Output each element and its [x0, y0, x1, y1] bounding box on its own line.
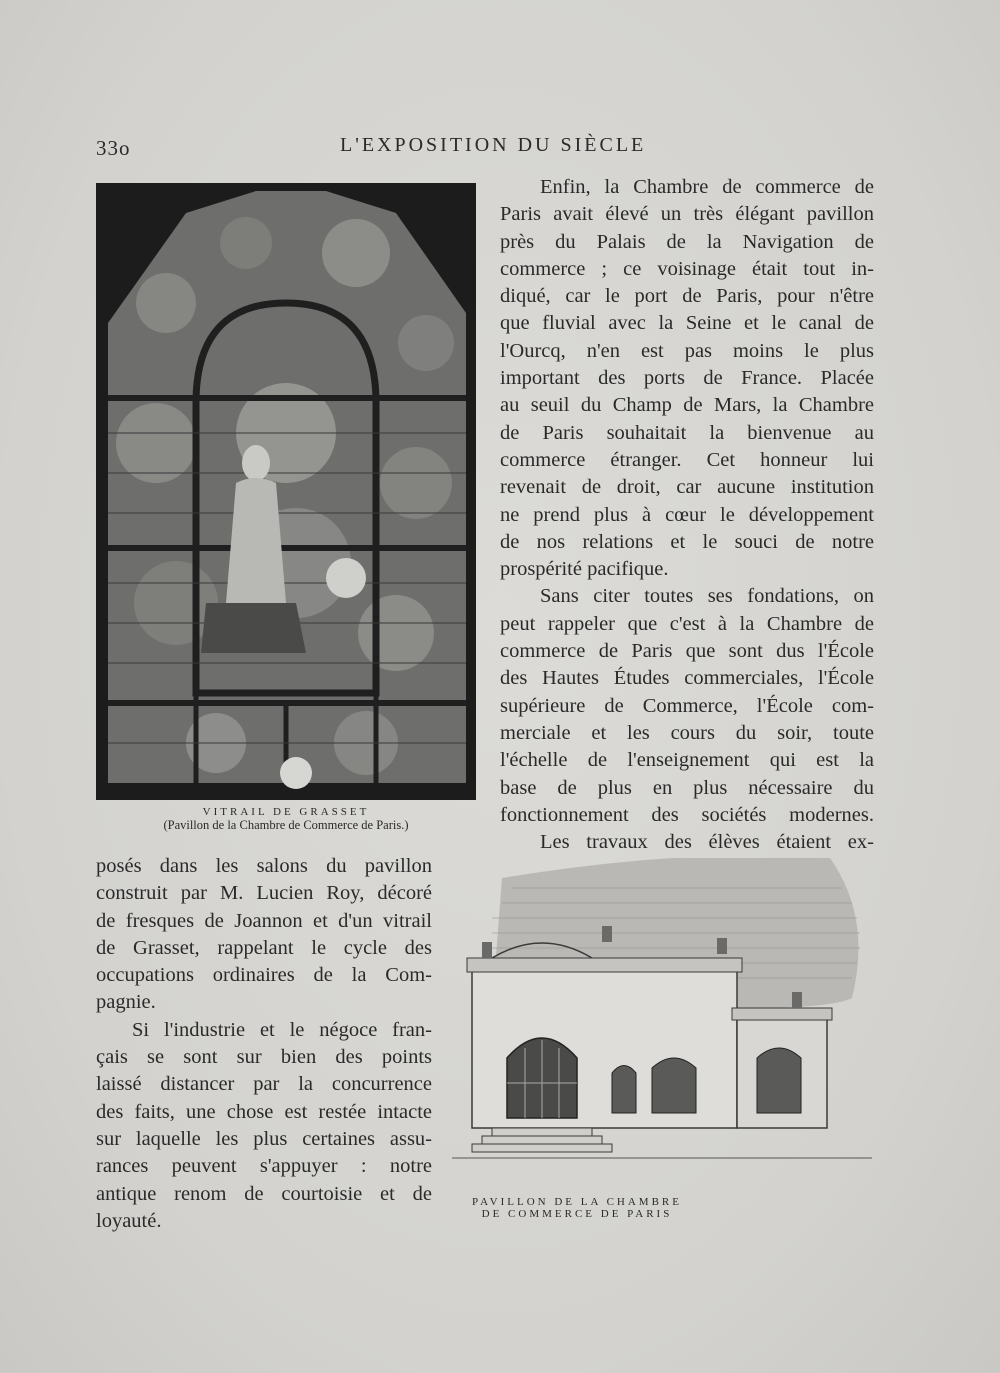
right-column-text — [500, 174, 874, 856]
text-line: prospérité pacifique. — [500, 558, 669, 581]
figure2-caption-line2: DE COMMERCE DE PARIS — [481, 1208, 673, 1220]
text-line: Les travaux des élèves étaient ex- — [540, 831, 874, 854]
figure1-caption — [96, 806, 476, 833]
text-line: de Paris souhaitait la bienvenue au — [500, 421, 874, 444]
text-line: Paris avait élevé un très élégant pavillon — [500, 203, 874, 226]
text-line: çais se sont sur bien des points — [96, 1046, 432, 1069]
left-column-text — [96, 853, 432, 1235]
text-line: commerce de Paris que sont dus l'École — [500, 640, 874, 663]
page-number: 33o — [96, 136, 131, 160]
figure2-caption — [452, 1196, 702, 1220]
figure2-caption-line1: PAVILLON DE LA CHAMBRE — [472, 1196, 682, 1208]
text-line: laissé distancer par la concurrence — [96, 1073, 432, 1096]
text-line: supérieure de Commerce, l'École com- — [500, 694, 874, 717]
text-line: que fluvial avec la Seine et le canal de — [500, 312, 874, 335]
stained-glass-window-illustration — [96, 183, 476, 800]
text-line: construit par M. Lucien Roy, décoré — [96, 882, 432, 905]
text-line: au seuil du Champ de Mars, la Chambre — [500, 394, 874, 417]
text-line: Si l'industrie et le négoce fran- — [132, 1018, 432, 1041]
figure1-caption-subtitle: (Pavillon de la Chambre de Commerce de Paris.) — [163, 818, 409, 832]
text-line: de fresques de Joannon et d'un vitrail — [96, 909, 432, 932]
text-line: l'Ourcq, n'en est pas moins le plus — [500, 339, 874, 362]
text-line: de nos relations et le souci de notre — [500, 530, 874, 553]
text-line: sur laquelle les plus certaines assu- — [96, 1127, 432, 1150]
text-line: rances peuvent s'appuyer : notre — [96, 1155, 432, 1178]
text-line: merciale et les cours du soir, toute — [500, 721, 874, 744]
text-line: Sans citer toutes ses fondations, on — [540, 585, 874, 608]
text-line: base de plus en plus nécessaire du — [500, 776, 874, 799]
text-line: posés dans les salons du pavillon — [96, 855, 432, 877]
text-line: fonctionnement des sociétés modernes. — [500, 803, 874, 826]
text-line: antique renom de courtoisie et de — [96, 1182, 432, 1205]
text-line: pagnie. — [96, 991, 156, 1014]
text-line: occupations ordinaires de la Com- — [96, 964, 432, 987]
text-line: peut rappeler que c'est à la Chambre de — [500, 612, 874, 635]
figure1-caption-title: VITRAIL DE GRASSET — [202, 806, 370, 818]
text-line: commerce ; ce voisinage était tout in- — [500, 257, 874, 280]
text-line: de Grasset, rappelant le cycle des — [96, 936, 432, 959]
text-line: important des ports de France. Placée — [500, 367, 874, 390]
pavilion-engraving-illustration — [452, 858, 872, 1178]
text-line: près du Palais de la Navigation de — [500, 230, 874, 253]
text-line: commerce étranger. Cet honneur lui — [500, 448, 874, 471]
running-title: L'EXPOSITION DU SIÈCLE — [340, 134, 647, 156]
text-line: diqué, car le port de Paris, pour n'être — [500, 285, 874, 308]
text-line: l'échelle de l'enseignement qui est la — [500, 749, 874, 772]
text-line: des Hautes Études commerciales, l'École — [500, 667, 874, 690]
text-line: loyauté. — [96, 1209, 162, 1232]
text-line: des faits, une chose est restée intacte — [96, 1100, 432, 1123]
text-line: Enfin, la Chambre de commerce de — [540, 176, 874, 198]
text-line: revenait de droit, car aucune institution — [500, 476, 874, 499]
text-line: ne prend plus à cœur le développement — [500, 503, 874, 526]
